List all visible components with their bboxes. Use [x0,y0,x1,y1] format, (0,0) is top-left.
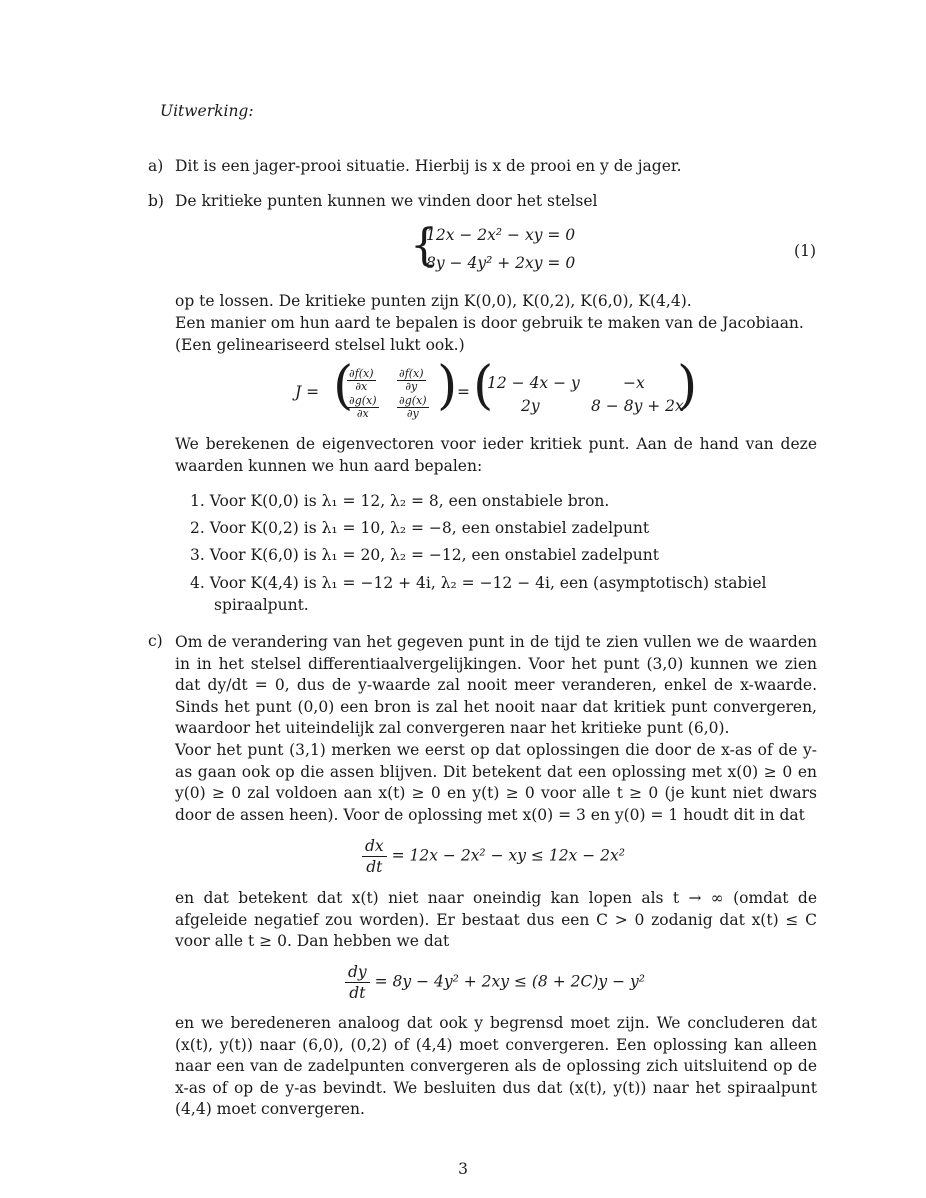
system-brace: { [410,220,438,271]
inequality-dy-dt: $\frac{dy}{dt}$ = 8y − 4y² + 2xy ≤ (8 + 2C)y − y² [345,962,645,1003]
matrix-m12: −x [623,374,645,392]
item-c-para-1: Om de verandering van het gegeven punt in de tijd te zien vullen we de waarden in in het stelsel differentiaalvergelijkingen. Voor het punt (3,0) kunnen we zien dat dy/dt = 0, dus de y-waarde zal nooit meer veranderen, enkel de x-waarde. Sinds het punt (0,0) een bron is zal het nooit naar dat kritiek punt convergeren, waardoor het uiteindelijk zal convergeren naar het kritieke punt (6,0). [175,633,817,737]
item-c-para-2: Voor het punt (3,1) merken we eerst op dat oplossingen die door de x-as of de y-as gaan ook op die assen blijven. Dit betekent dat een oplossing met x(0) ≥ 0 en y(0) ≥ 0 zal voldoen aan x(t) ≥ 0 en y(t) ≥ 0 voor alle t ≥ 0 (je kunt niet dwars door de assen heen). Voor de oplossing met x(0) = 3 en y(0) = 1 houdt dit in dat [175,741,817,824]
matrix-m11: 12 − 4x − y [487,374,580,392]
system-row-2: 8y − 4y² + 2xy = 0 [426,254,576,272]
eigen-intro: We berekenen de eigenvectoren voor ieder kritiek punt. Aan de hand van deze waarden kunnen we hun aard bepalen: [175,435,817,475]
item-b-intro: De kritieke punten kunnen we vinden door het stelsel [175,192,598,210]
page-number: 3 [458,1160,468,1178]
list-item-2: 2. Voor K(0,2) is λ₁ = 10, λ₂ = −8, een onstabiel zadelpunt [190,519,650,537]
item-b-marker: b) [148,192,164,210]
system-row-1: 12x − 2x² − xy = 0 [426,226,576,244]
partial-g-x: $\frac{\partial g(x)}{\partial x}$ [349,394,377,420]
partial-f-y: $\frac{\partial f(x)}{\partial y}$ [399,367,424,393]
jacobian-lhs: J = [295,383,320,401]
right-paren-2: ) [677,356,698,416]
section-heading: Uitwerking: [160,102,254,120]
inequality-dx-dt: $\frac{dx}{dt}$ = 12x − 2x² − xy ≤ 12x − 2x² [362,836,625,877]
matrix-m21: 2y [521,397,540,415]
left-paren-2: ( [473,356,494,416]
jacobian-matrix [295,356,715,424]
matrix-m22: 8 − 8y + 2x [591,397,684,415]
list-item-4: 4. Voor K(4,4) is λ₁ = −12 + 4i, λ₂ = −12 − 4i, een (asymptotisch) stabiel [190,574,767,592]
partial-f-x: $\frac{\partial f(x)}{\partial x}$ [349,367,374,393]
list-item-1: 1. Voor K(0,0) is λ₁ = 12, λ₂ = 8, een onstabiele bron. [190,492,610,510]
list-item-3: 3. Voor K(6,0) is λ₁ = 20, λ₂ = −12, een onstabiel zadelpunt [190,546,659,564]
item-b-line-1: op te lossen. De kritieke punten zijn K(0,0), K(0,2), K(6,0), K(4,4). [175,292,692,310]
equation-number: (1) [794,242,816,260]
item-a-text: Dit is een jager-prooi situatie. Hierbij is x de prooi en y de jager. [175,157,682,175]
item-c-para-4: en we beredeneren analoog dat ook y begrensd moet zijn. We concluderen dat (x(t), y(t)) naar (6,0), (0,2) of (4,4) moet convergeren. Een oplossing kan alleen naar een van de zadelpunten convergeren als de oplossing zich uitsluitend op de x-as of op de y-as bevindt. We besluiten dus dat (x(t), y(t)) naar het spiraalpunt (4,4) moet convergeren. [175,1014,817,1118]
item-b-line-2: Een manier om hun aard te bepalen is door gebruik te maken van de Jacobiaan. [175,314,804,332]
item-a-marker: a) [148,157,164,175]
item-c-marker: c) [148,632,163,650]
jacobian-equals: = [457,383,470,401]
list-item-4-cont: spiraalpunt. [214,596,309,614]
right-paren: ) [437,356,458,416]
item-c-para-3: en dat betekent dat x(t) niet naar oneindig kan lopen als t → ∞ (omdat de afgeleide negatief zou worden). Er bestaat dus een C > 0 zodanig dat x(t) ≤ C voor alle t ≥ 0. Dan hebben we dat [175,889,817,950]
item-b-line-3: (Een gelineariseerd stelsel lukt ook.) [175,336,465,354]
left-paren: ( [333,356,354,416]
partial-g-y: $\frac{\partial g(x)}{\partial y}$ [399,394,427,420]
